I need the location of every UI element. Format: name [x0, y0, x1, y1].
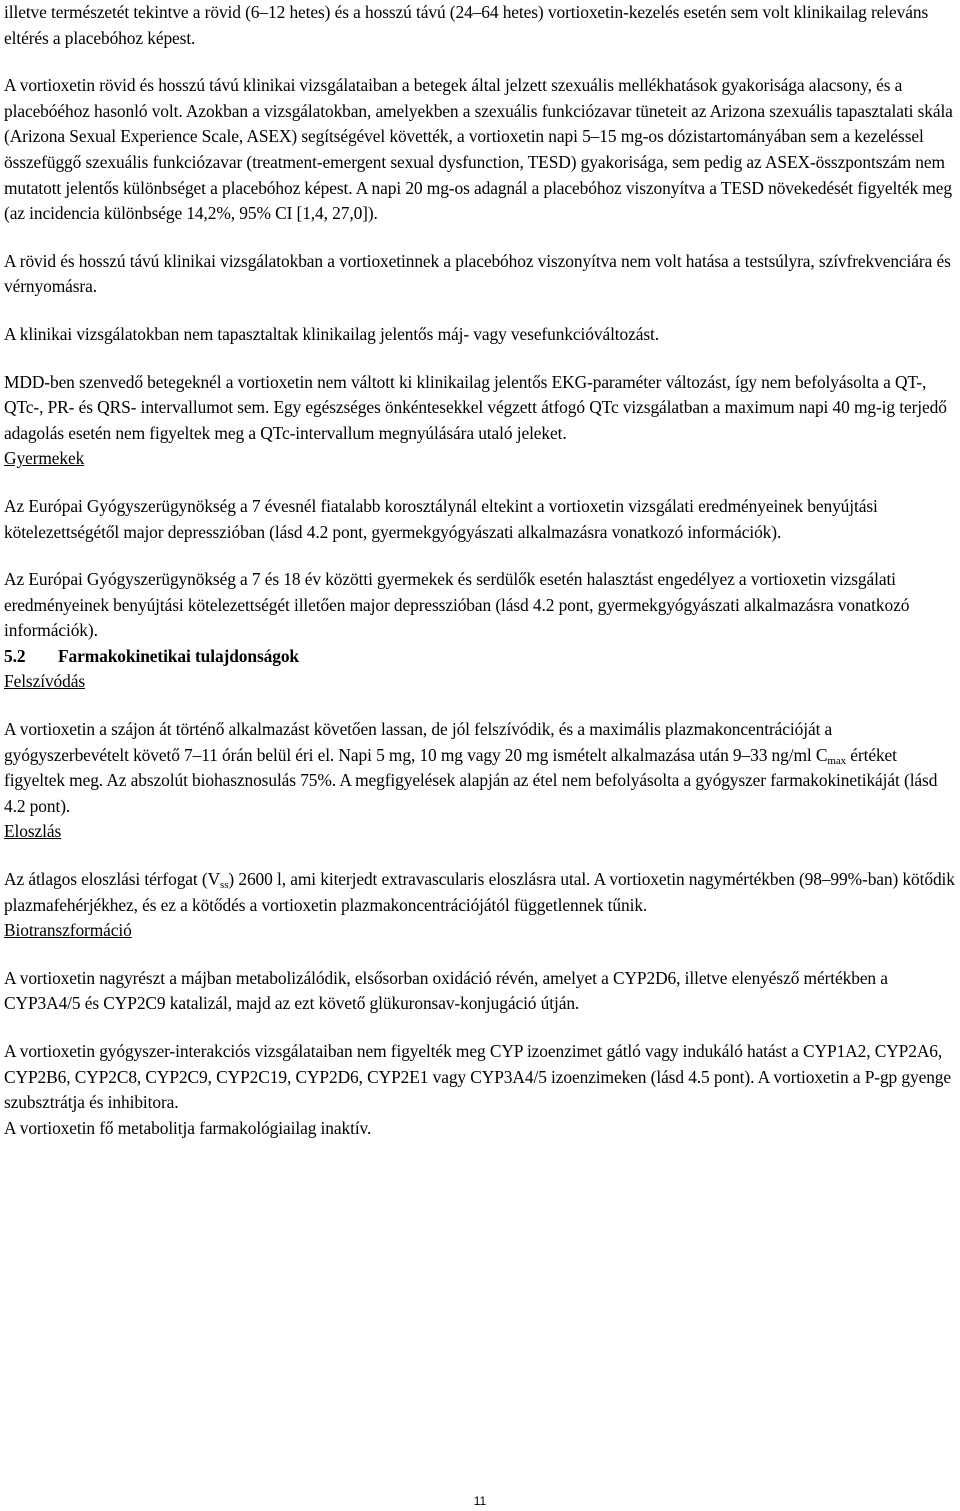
paragraph-liver-kidney: A klinikai vizsgálatokban nem tapasztaltak klinikailag jelentős máj- vagy vesefunkcióváltozást.: [4, 323, 660, 344]
paragraph-drug-interactions: A vortioxetin gyógyszer-interakciós vizsgálataiban nem figyelték meg CYP izoenzimet gátló vagy indukáló hatást a CYP1A2, CYP2A6, CYP2B6, CYP2C8, CYP2C9, CYP2C19, CYP2D6, CYP2E1 vagy CYP3A4/5 izoenzimeken (lásd 4.5 pont). A vortioxetin a P-gp gyenge szubsztrátja és inhibitora.: [4, 1041, 952, 1113]
paragraph-absorption: [4, 717, 956, 819]
distribution-text-part1: Az átlagos eloszlási térfogat (V: [4, 869, 221, 890]
paragraph-sexual-side-effects: A vortioxetin rövid és hosszú távú klinikai vizsgálataiban a betegek által jelzett szexuális mellékhatások gyakorisága alacsony, és a placebóéhoz hasonló volt. Azokban a vizsgálatokban, amelyekben a szexuális funkciózavar tüneteit az Arizona szexuális tapasztalati skála (Arizona Sexual Experience Scale, ASEX) segítségével követték, a vortioxetin napi 5–15 mg-os dózistartományában sem a kezeléssel összefüggő szexuális funkciózavar (treatment-emergent sexual dysfunction, TESD) gyakorisága, sem pedig az ASEX-összpontszám nem mutatott jelentős különbséget a placebóhoz képest. A napi 20 mg-os adagnál a placebóhoz viszonyítva a TESD növekedését figyelték meg (az incidencia különbsége 14,2%, 95% CI [1,4, 27,0]).: [4, 75, 953, 224]
heading-gyermekek: Gyermekek: [4, 448, 85, 469]
paragraph-safety-continuation: illetve természetét tekintve a rövid (6–12 hetes) és a hosszú távú (24–64 hetes) vortioxetin-kezelés esetén sem volt klinikailag releváns eltérés a placebóhoz képest.: [4, 2, 929, 48]
paragraph-metabolism: A vortioxetin nagyrészt a májban metabolizálódik, elsősorban oxidáció révén, amelyet a CYP2D6, illetve elenyésző mértékben a CYP3A4/5 és CYP2C9 katalizál, majd az ezt követő glükuronsav-konjugáció útján.: [4, 967, 888, 1014]
section-number: 5.2: [4, 645, 26, 666]
page-number: 11: [473, 1494, 487, 1508]
cmax-subscript: max: [827, 754, 847, 767]
distribution-text-part2: ) 2600 l, ami kiterjedt extravascularis eloszlásra utal. A vortioxetin nagymértékben (98–99%-ban) kötődik plazmafehérjékhez, és ez a kötődés a vortioxetin plazmakoncentrációjától függetlennek tűnik.: [4, 869, 955, 915]
heading-biotranszformacio: Biotranszformáció: [4, 920, 132, 941]
absorption-text-part1: A vortioxetin a szájon át történő alkalmazást követően lassan, de jól felszívódik, és a maximális plazmakoncentrációját a gyógyszerbevételt követő 7–11 órán belül éri el. Napi 5 mg, 10 mg vagy 20 mg ismételt alkalmazása után 9–33 ng/ml C: [4, 719, 833, 765]
paragraph-metabolite: A vortioxetin fő metabolitja farmakológiailag inaktív.: [4, 1117, 372, 1138]
paragraph-weight-heart-rate: A rövid és hosszú távú klinikai vizsgálatokban a vortioxetinnek a placebóhoz viszonyítva nem volt hatása a testsúlyra, szívfrekvenciára és vérnyomásra.: [4, 250, 951, 297]
paragraph-ecg: MDD-ben szenvedő betegeknél a vortioxetin nem váltott ki klinikailag jelentős EKG-paraméter változást, így nem befolyásolta a QT-, QTc-, PR- és QRS- intervallumot sem. Egy egészséges önkéntesekkel végzett átfogó QTc vizsgálatban a maximum napi 40 mg-ig terjedő adagolás esetén nem figyeltek meg a QTc-intervallum megnyúlására utaló jeleket.: [4, 371, 947, 443]
vss-subscript: ss: [220, 879, 229, 892]
paragraph-ema-waiver: Az Európai Gyógyszerügynökség a 7 évesnél fiatalabb korosztálynál eltekint a vortioxetin vizsgálati eredményeinek benyújtási kötelezettségétől major depresszióban (lásd 4.2 pont, gyermekgyógyászati alkalmazásra vonatkozó információk).: [4, 495, 878, 542]
heading-felszivodas: Felszívódás: [4, 671, 86, 692]
paragraph-ema-deferral: Az Európai Gyógyszerügynökség a 7 és 18 év közötti gyermekek és serdülők esetén halasztást engedélyez a vortioxetin vizsgálati eredményeinek benyújtási kötelezettségét illetően major depresszióban (lásd 4.2 pont, gyermekgyógyászati alkalmazásra vonatkozó információk).: [4, 569, 910, 641]
document-page: [4, 0, 956, 1141]
heading-eloszlas: Eloszlás: [4, 821, 62, 842]
paragraph-distribution: [4, 867, 956, 918]
section-title: Farmakokinetikai tulajdonságok: [58, 645, 299, 666]
section-heading-pharmacokinetics: [4, 644, 956, 670]
absorption-text-part2: értéket figyeltek meg. Az abszolút biohasznosulás 75%. A megfigyelések alapján az étel nem befolyásolta a gyógyszer farmakokinetikáját (lásd 4.2 pont).: [4, 744, 938, 816]
